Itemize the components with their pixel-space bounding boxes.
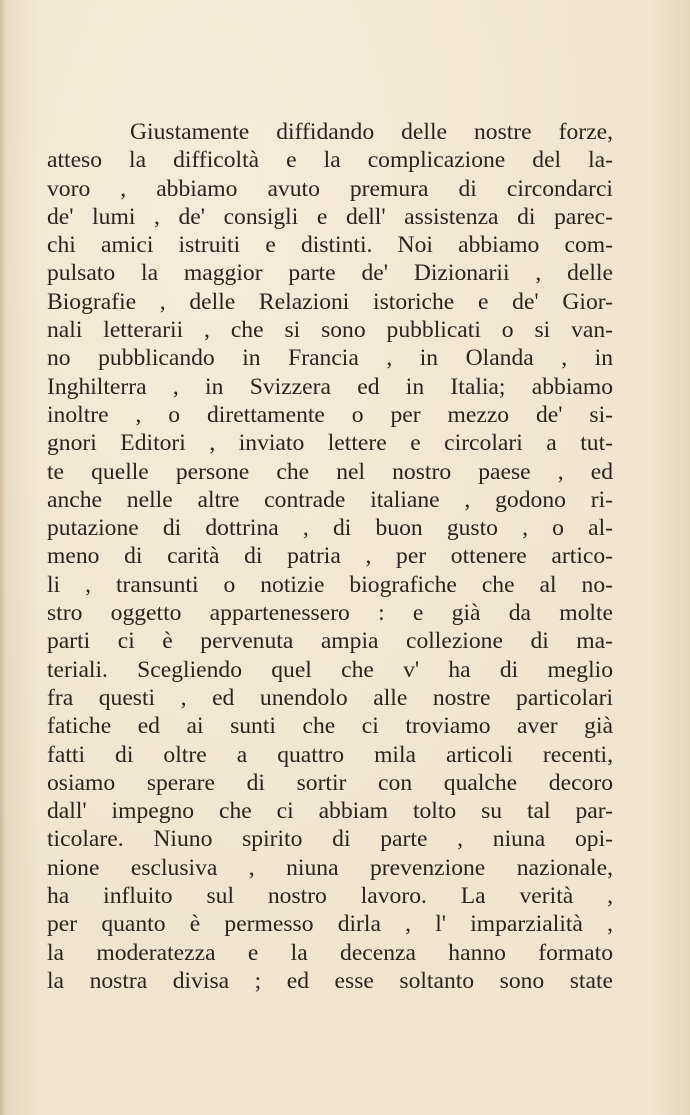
- text-line: osiamo sperare di sortir con qualche decoro: [47, 769, 613, 796]
- text-line: no pubblicando in Francia , in Olanda , in: [47, 345, 613, 372]
- text-line: teriali. Scegliendo quel che v' ha di meglio: [47, 656, 613, 683]
- text-line: de' lumi , de' consigli e dell' assistenza di parec-: [47, 203, 613, 230]
- text-line: meno di carità di patria , per ottenere artico-: [47, 543, 613, 570]
- text-line: dall' impegno che ci abbiam tolto su tal par-: [47, 798, 613, 825]
- text-line: nione esclusiva , niuna prevenzione nazionale,: [47, 854, 613, 881]
- page-edge-shadow: [0, 0, 6, 1115]
- text-line: Biografie , delle Relazioni istoriche e de' Gior-: [47, 288, 613, 315]
- text-line: parti ci è pervenuta ampia collezione di ma-: [47, 628, 613, 655]
- text-line: fatiche ed ai sunti che ci troviamo aver già: [47, 713, 613, 740]
- text-line: ha influito sul nostro lavoro. La verità ,: [47, 883, 613, 910]
- text-line: nali letterarii , che si sono pubblicati o si van-: [47, 317, 613, 344]
- text-line: gnori Editori , inviato lettere e circolari a tut-: [47, 430, 613, 457]
- text-line: atteso la difficoltà e la complicazione del la-: [47, 147, 613, 174]
- text-line: li , transunti o notizie biografiche che al no-: [47, 571, 613, 598]
- text-line: ticolare. Niuno spirito di parte , niuna opi-: [47, 826, 613, 853]
- text-line: per quanto è permesso dirla , l' imparzialità ,: [47, 911, 613, 938]
- text-line: putazione di dottrina , di buon gusto , o al-: [47, 515, 613, 542]
- text-line: voro , abbiamo avuto premura di circondarci: [47, 175, 613, 202]
- text-line: chi amici istruiti e distinti. Noi abbiamo com-: [47, 232, 613, 259]
- text-line: fra questi , ed unendolo alle nostre particolari: [47, 684, 613, 711]
- text-line: Giustamente diffidando delle nostre forze,: [130, 119, 613, 145]
- text-line: stro oggetto appartenessero : e già da molte: [47, 600, 613, 627]
- text-line: la nostra divisa ; ed esse soltanto sono state: [47, 967, 613, 994]
- body-text: [47, 118, 613, 995]
- text-line: te quelle persone che nel nostro paese , ed: [47, 458, 613, 485]
- text-line: fatti di oltre a quattro mila articoli recenti,: [47, 741, 613, 768]
- text-line: inoltre , o direttamente o per mezzo de' si-: [47, 401, 613, 428]
- text-line: Inghilterra , in Svizzera ed in Italia; abbiamo: [47, 373, 613, 400]
- text-line: pulsato la maggior parte de' Dizionarii , delle: [47, 260, 613, 287]
- text-line: anche nelle altre contrade italiane , godono ri-: [47, 486, 613, 513]
- text-line: la moderatezza e la decenza hanno formato: [47, 939, 613, 966]
